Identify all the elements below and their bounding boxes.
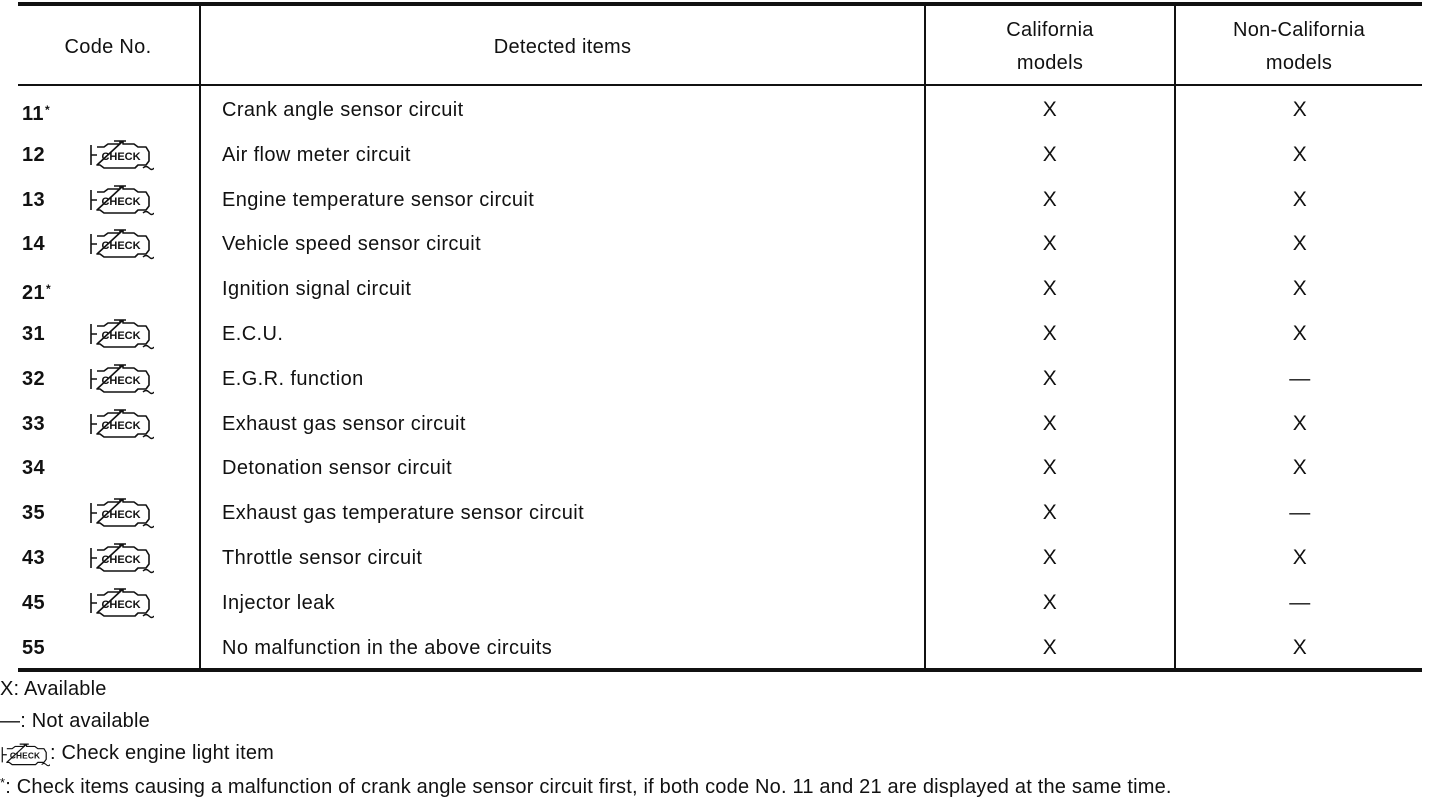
row-code-number: 35: [22, 502, 46, 524]
header-code-no: Code No.: [64, 36, 152, 58]
check-engine-icon: [88, 361, 154, 395]
row-code: [22, 322, 72, 346]
row-california-mark: X: [1042, 456, 1058, 479]
row-code-number: 55: [22, 637, 46, 659]
row-code: [22, 546, 72, 570]
legend-footnote: [0, 770, 1172, 800]
row-detected-item: Air flow meter circuit: [222, 144, 411, 166]
row-detected-item: Exhaust gas sensor circuit: [222, 413, 466, 435]
row-code: [22, 188, 72, 212]
row-non-california-mark: X: [1292, 412, 1308, 435]
check-engine-icon: [88, 540, 154, 574]
check-engine-icon: [88, 226, 154, 260]
row-code: [22, 367, 72, 391]
svg-text:CHECK: CHECK: [101, 196, 141, 208]
check-engine-icon: [88, 495, 154, 529]
row-code: [22, 232, 72, 256]
svg-text:CHECK: CHECK: [9, 750, 41, 761]
row-code: [22, 98, 72, 126]
svg-text:CHECK: CHECK: [101, 375, 141, 387]
svg-text:CHECK: CHECK: [101, 240, 141, 252]
row-detected-item: Throttle sensor circuit: [222, 547, 423, 569]
row-detected-item: Detonation sensor circuit: [222, 457, 453, 479]
row-non-california-mark: —: [1289, 591, 1311, 614]
header-california-line2: models: [1016, 52, 1084, 74]
row-detected-item: No malfunction in the above circuits: [222, 637, 553, 659]
row-detected-item: Injector leak: [222, 592, 336, 614]
header-california-line1: California: [1006, 19, 1094, 41]
row-detected-item: E.G.R. function: [222, 368, 364, 390]
legend-not-available: —: Not available: [0, 710, 150, 732]
row-non-california-mark: X: [1292, 143, 1308, 166]
row-detected-item: E.C.U.: [222, 323, 284, 345]
row-non-california-mark: X: [1292, 232, 1308, 255]
row-code-number: 11: [22, 103, 44, 125]
row-california-mark: X: [1042, 546, 1058, 569]
row-detected-item: Crank angle sensor circuit: [222, 99, 464, 121]
row-california-mark: X: [1042, 98, 1058, 121]
column-divider-california: [1174, 6, 1176, 668]
footnote-star: *: [0, 775, 6, 790]
row-code-number: 31: [22, 323, 46, 345]
footnote-text: : Check items causing a malfunction of crank angle sensor circuit first, if both code No. 11 and 21 are displayed at the same time.: [5, 776, 1172, 798]
row-non-california-mark: X: [1292, 277, 1308, 300]
row-code-star: *: [44, 103, 51, 117]
check-engine-icon: [88, 316, 154, 350]
svg-text:CHECK: CHECK: [101, 599, 141, 611]
column-divider-code: [199, 6, 201, 668]
row-non-california-mark: X: [1292, 546, 1308, 569]
header-non-california-line2: models: [1265, 52, 1333, 74]
row-non-california-mark: X: [1292, 188, 1308, 211]
row-california-mark: X: [1042, 188, 1058, 211]
row-code: [22, 143, 72, 167]
header-non-california: [1176, 14, 1422, 80]
row-code-star: *: [46, 282, 52, 296]
legend-available: X: Available: [0, 678, 107, 700]
row-non-california-mark: X: [1292, 98, 1308, 121]
row-code: [22, 277, 72, 305]
svg-text:CHECK: CHECK: [101, 330, 141, 342]
row-detected-item: Engine temperature sensor circuit: [222, 189, 535, 211]
row-code-number: 12: [22, 144, 46, 166]
row-code-number: 43: [22, 547, 46, 569]
row-code: [22, 636, 72, 660]
row-california-mark: X: [1042, 143, 1058, 166]
header-detected-items: Detected items: [493, 36, 632, 58]
row-code: [22, 412, 72, 436]
row-california-mark: X: [1042, 322, 1058, 345]
check-engine-icon: [88, 406, 154, 440]
row-non-california-mark: —: [1289, 501, 1311, 524]
row-code-number: 32: [22, 368, 46, 390]
row-non-california-mark: X: [1292, 636, 1308, 659]
header-bottom-rule: [18, 84, 1422, 86]
legend-check-engine: [0, 740, 274, 767]
table-bottom-rule: [18, 668, 1422, 672]
column-divider-items: [924, 6, 926, 668]
row-non-california-mark: —: [1289, 367, 1311, 390]
row-code-number: 34: [22, 457, 46, 479]
row-code-number: 14: [22, 233, 46, 255]
row-california-mark: X: [1042, 501, 1058, 524]
row-code: [22, 501, 72, 525]
header-california: [926, 14, 1174, 80]
header-non-california-line1: Non-California: [1232, 19, 1366, 41]
svg-text:CHECK: CHECK: [101, 509, 141, 521]
row-detected-item: Vehicle speed sensor circuit: [222, 233, 482, 255]
row-code-number: 21: [22, 282, 46, 304]
row-california-mark: X: [1042, 232, 1058, 255]
row-detected-item: Ignition signal circuit: [222, 278, 412, 300]
row-code: [22, 456, 72, 480]
table-top-rule: [18, 2, 1422, 6]
row-california-mark: X: [1042, 412, 1058, 435]
svg-text:CHECK: CHECK: [101, 554, 141, 566]
row-california-mark: X: [1042, 277, 1058, 300]
check-engine-icon: [0, 742, 50, 764]
row-california-mark: X: [1042, 367, 1058, 390]
row-california-mark: X: [1042, 591, 1058, 614]
svg-text:CHECK: CHECK: [101, 420, 141, 432]
check-engine-icon: [88, 182, 154, 216]
row-detected-item: Exhaust gas temperature sensor circuit: [222, 502, 585, 524]
row-code-number: 33: [22, 413, 46, 435]
row-non-california-mark: X: [1292, 322, 1308, 345]
row-code: [22, 591, 72, 615]
row-california-mark: X: [1042, 636, 1058, 659]
legend-check-engine-text: : Check engine light item: [50, 742, 275, 764]
svg-text:CHECK: CHECK: [101, 151, 141, 163]
row-code-number: 13: [22, 189, 46, 211]
check-engine-icon: [88, 585, 154, 619]
check-engine-icon: [88, 137, 154, 171]
row-non-california-mark: X: [1292, 456, 1308, 479]
row-code-number: 45: [22, 592, 46, 614]
